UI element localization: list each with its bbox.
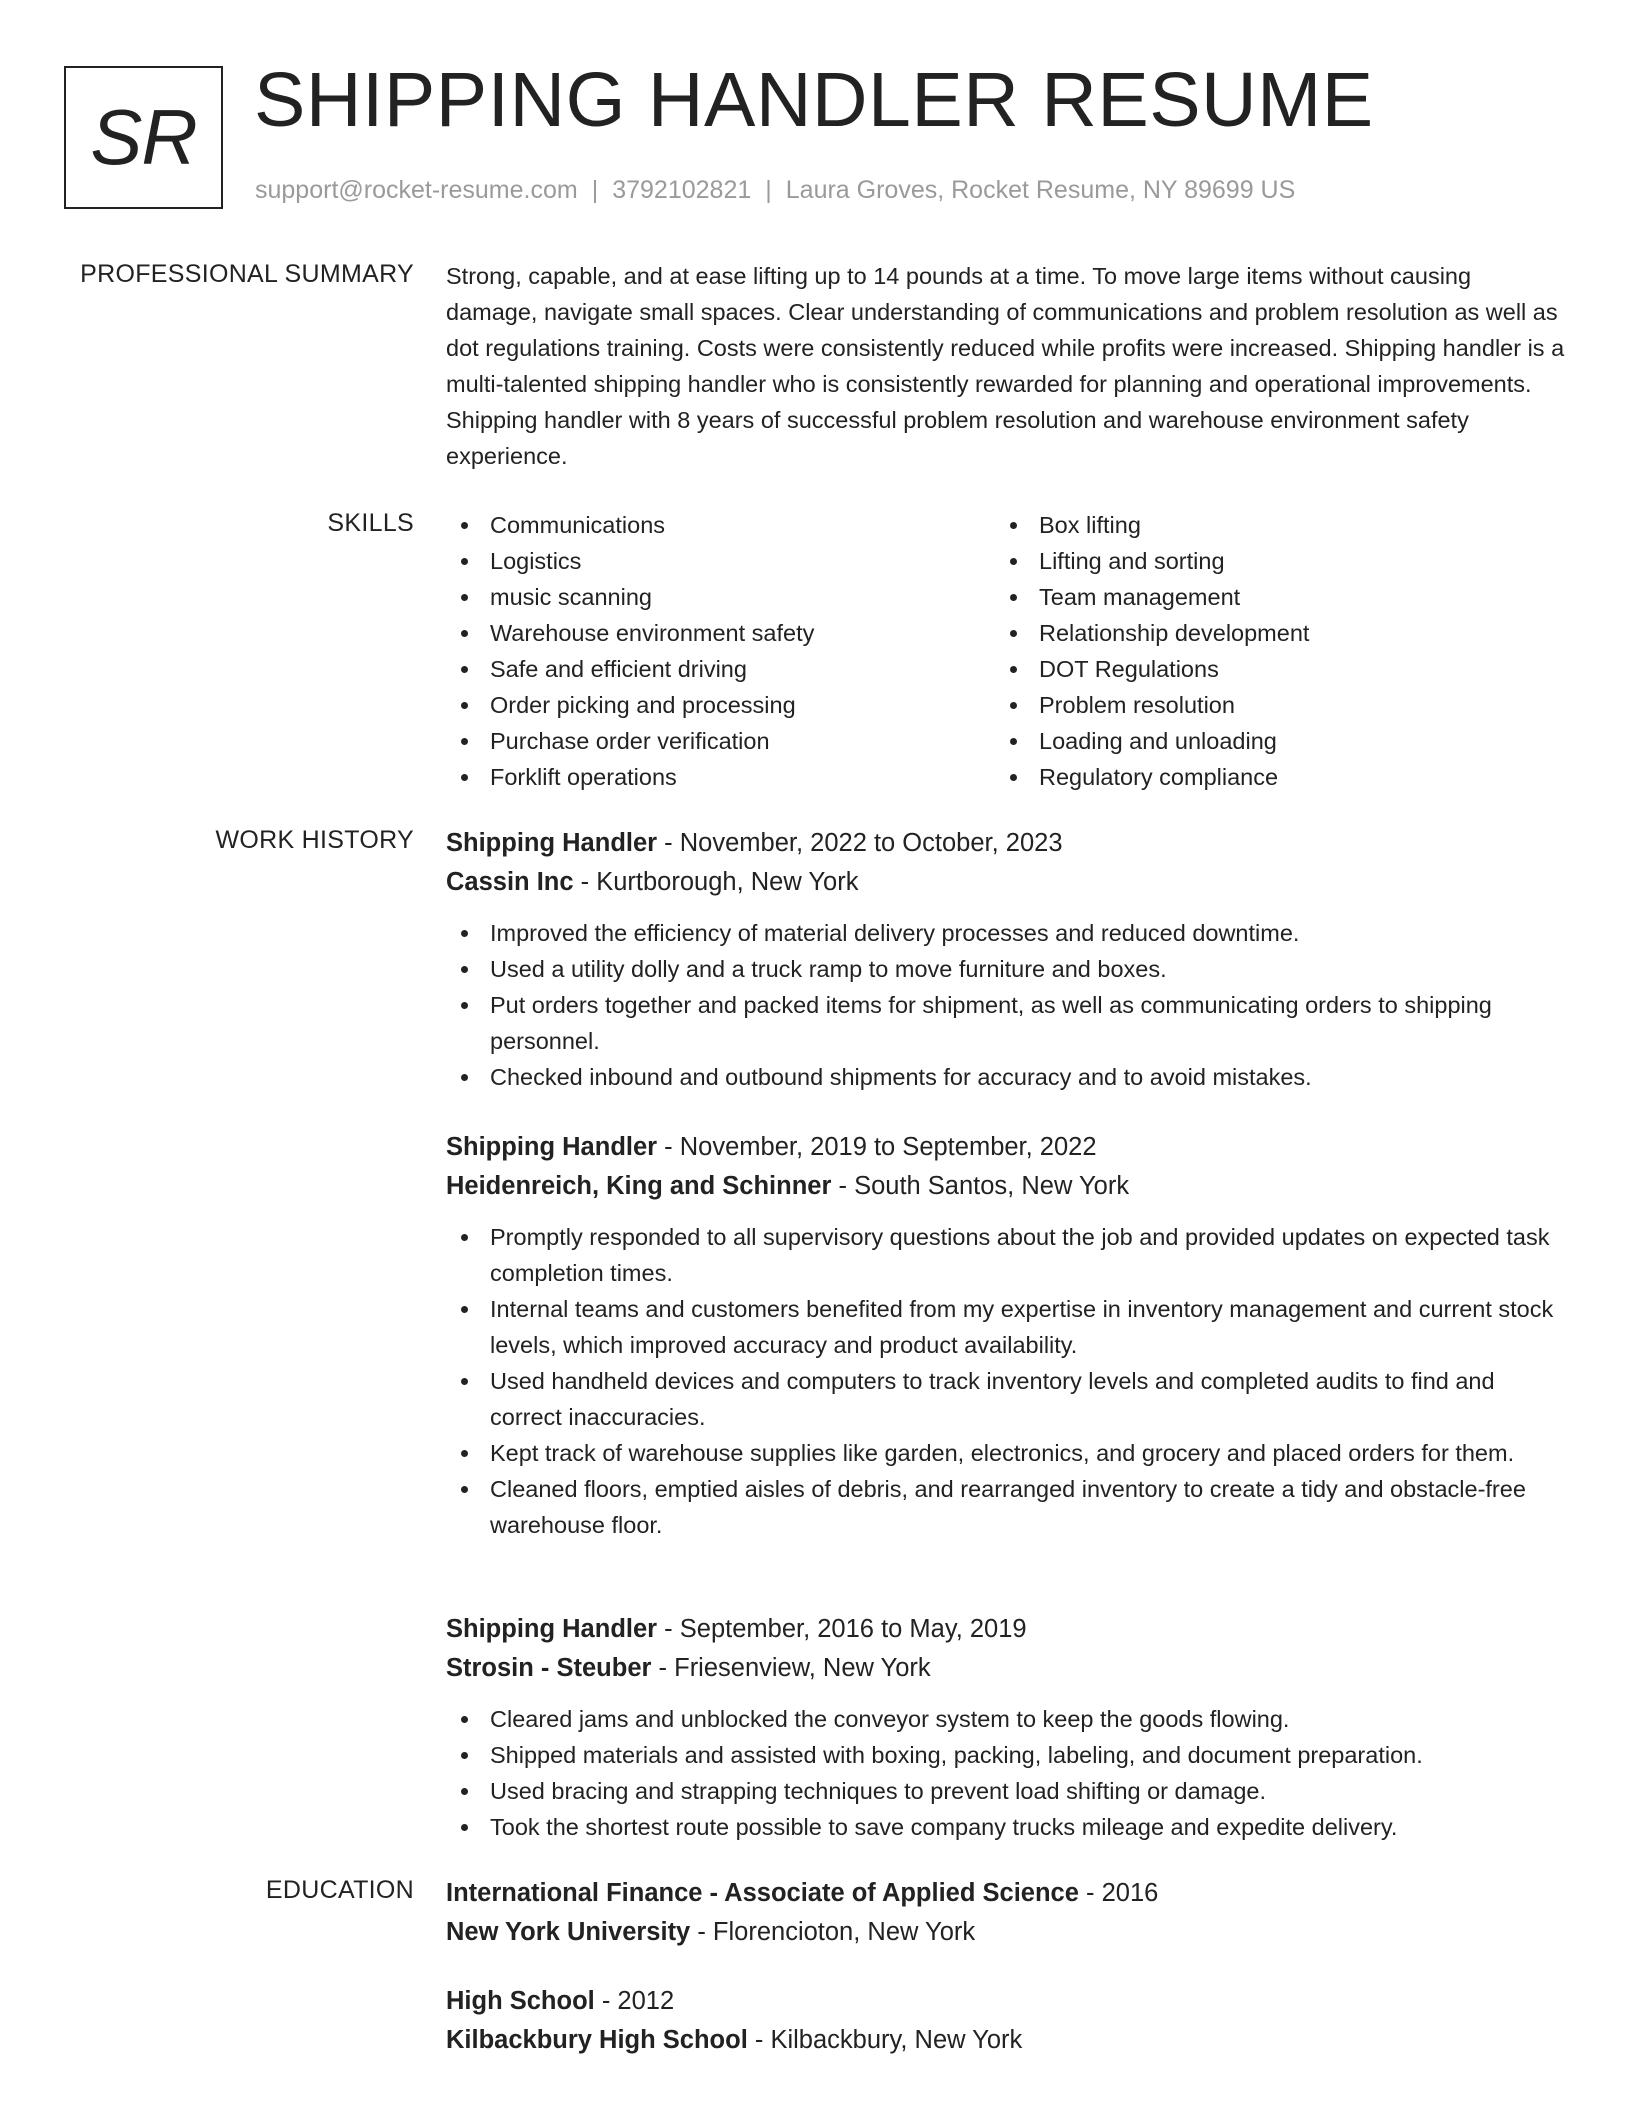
work-history-label: WORK HISTORY [215,826,414,854]
education-location: - Florencioton, New York [690,1918,976,1946]
contact-address: Laura Groves, Rocket Resume, NY 89699 US [785,176,1296,204]
job-duty: Cleaned floors, emptied aisles of debris, and rearranged inventory to create a tidy and obstacle-free warehouse floor. [446,1471,1566,1543]
job-duty: Internal teams and customers benefited from my expertise in inventory management and current stock levels, which improved accuracy and product availability. [446,1291,1566,1363]
skill-item: Relationship development [995,615,1544,651]
job-entry [446,1610,1566,1845]
skill-item: Logistics [446,543,995,579]
job-duty: Used bracing and strapping techniques to prevent load shifting or damage. [446,1773,1566,1809]
job-duty: Promptly responded to all supervisory questions about the job and provided updates on expected task completion times. [446,1219,1566,1291]
education-entry [446,1982,1566,2060]
skill-item: Box lifting [995,507,1544,543]
job-dates: - November, 2022 to October, 2023 [657,829,1063,857]
education-degree-line [446,1874,1566,1913]
job-entry [446,824,1566,1095]
education-year: - 2012 [594,1987,675,2015]
skill-item: DOT Regulations [995,651,1544,687]
skills-list-right [995,507,1544,795]
job-title-line [446,1610,1566,1649]
job-title: Shipping Handler [446,1615,658,1643]
contact-phone[interactable]: 3792102821 [612,176,752,204]
job-duty: Cleared jams and unblocked the conveyor system to keep the goods flowing. [446,1701,1566,1737]
job-duties [446,915,1566,1095]
skills-label: SKILLS [327,509,414,537]
education-school: Kilbackbury High School [446,2026,748,2054]
job-company-line [446,863,1566,902]
job-duties [446,1219,1566,1543]
skill-item: Lifting and sorting [995,543,1544,579]
job-company: Heidenreich, King and Schinner [446,1172,832,1200]
skill-item: Forklift operations [446,759,995,795]
education-year: - 2016 [1078,1879,1159,1907]
contact-email[interactable]: support@rocket-resume.com [255,176,578,204]
skill-item: Loading and unloading [995,723,1544,759]
skill-item: Regulatory compliance [995,759,1544,795]
monogram-box [64,66,223,209]
job-duty: Improved the efficiency of material delivery processes and reduced downtime. [446,915,1566,951]
education-entry [446,1874,1566,1952]
contact-line [255,176,1295,205]
contact-separator: | [591,176,599,204]
skill-item: music scanning [446,579,995,615]
summary-label: PROFESSIONAL SUMMARY [80,260,414,288]
education-school-line [446,2021,1566,2060]
skill-item: Safe and efficient driving [446,651,995,687]
job-location: - Kurtborough, New York [573,868,859,896]
job-location: - South Santos, New York [831,1172,1130,1200]
skill-item: Communications [446,507,995,543]
education-degree-line [446,1982,1566,2021]
job-duty: Shipped materials and assisted with boxing, packing, labeling, and document preparation. [446,1737,1566,1773]
education-location: - Kilbackbury, New York [747,2026,1023,2054]
job-duty: Put orders together and packed items for shipment, as well as communicating orders to shipping personnel. [446,987,1566,1059]
job-duty: Used handheld devices and computers to track inventory levels and completed audits to find and correct inaccuracies. [446,1363,1566,1435]
skill-item: Team management [995,579,1544,615]
job-duty: Checked inbound and outbound shipments for accuracy and to avoid mistakes. [446,1059,1566,1095]
skill-item: Problem resolution [995,687,1544,723]
skill-item: Order picking and processing [446,687,995,723]
education-degree: International Finance - Associate of Applied Science [446,1879,1079,1907]
skill-item: Purchase order verification [446,723,995,759]
job-duty: Used a utility dolly and a truck ramp to move furniture and boxes. [446,951,1566,987]
contact-separator: | [765,176,772,204]
skills-list-left [446,507,995,795]
skills-body [446,507,1566,795]
job-title: Shipping Handler [446,1133,658,1161]
job-duty: Took the shortest route possible to save company trucks mileage and expedite delivery. [446,1809,1566,1845]
job-company: Cassin Inc [446,868,574,896]
job-dates: - September, 2016 to May, 2019 [657,1615,1027,1643]
job-title: Shipping Handler [446,829,658,857]
education-school-line [446,1913,1566,1952]
job-entry [446,1128,1566,1543]
job-company-line [446,1649,1566,1688]
job-location: - Friesenview, New York [651,1654,931,1682]
education-degree: High School [446,1987,595,2015]
summary-text: Strong, capable, and at ease lifting up to 14 pounds at a time. To move large items without causing damage, navigate small spaces. Clear understanding of communications and problem resolution as well as dot regulations training. Costs were consistently reduced while profits were increased. Shipping handler is a multi-talented shipping handler who is consistently rewarded for planning and operational improvements. Shipping handler with 8 years of successful problem resolution and warehouse environment safety experience. [446,263,1565,469]
education-school: New York University [446,1918,691,1946]
job-title-line [446,1128,1566,1167]
job-company-line [446,1167,1566,1206]
resume-title: SHIPPING HANDLER RESUME [254,57,1374,143]
job-title-line [446,824,1566,863]
job-company: Strosin - Steuber [446,1654,652,1682]
skill-item: Warehouse environment safety [446,615,995,651]
monogram-initials: SR [90,93,197,181]
job-dates: - November, 2019 to September, 2022 [657,1133,1097,1161]
job-duty: Kept track of warehouse supplies like garden, electronics, and grocery and placed orders for them. [446,1435,1566,1471]
job-duties [446,1701,1566,1845]
education-label: EDUCATION [265,1876,414,1904]
